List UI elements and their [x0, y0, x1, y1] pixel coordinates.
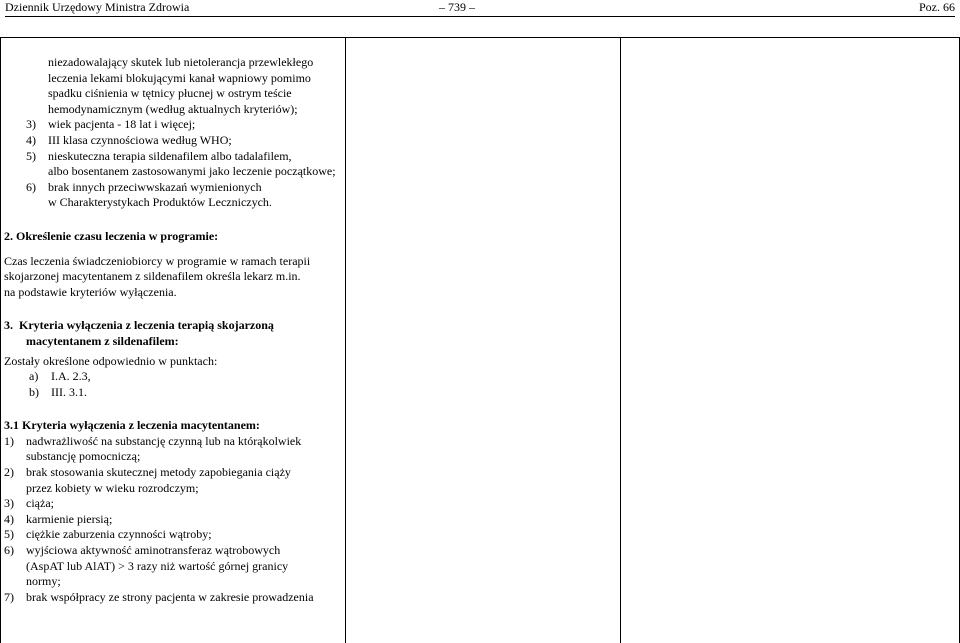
section-heading: 2. Określenie czasu leczenia w programie:: [4, 228, 219, 243]
criteria-continuation: [4, 55, 342, 211]
text-line: skojarzonej macytentanem z sildenafilem określa lekarz m.in.: [4, 269, 301, 284]
section-3: [4, 318, 342, 400]
list-item: 6) brak innych przeciwwskazań wymienionych: [26, 179, 262, 194]
text-line: leczenia lekami blokującymi kanał wapniowy pomimo: [48, 70, 311, 85]
journal-title: Dziennik Urzędowy Ministra Zdrowia: [5, 0, 190, 14]
section-heading: 3.1 Kryteria wyłączenia z leczenia macytentanem:: [4, 418, 260, 433]
page-number: – 739 –: [439, 0, 475, 14]
list-item: 6) wyjściowa aktywność aminotransferaz wątrobowych: [4, 543, 281, 558]
table-border-left: [0, 37, 1, 643]
text-line: albo bosentanem zastosowanymi jako leczenie początkowe;: [48, 164, 336, 179]
column-divider-2: [620, 37, 621, 643]
section-heading: 3. Kryteria wyłączenia z leczenia terapią skojarzoną: [4, 318, 274, 333]
text-line: spadku ciśnienia w tętnicy płucnej w ostrym teście: [48, 86, 292, 101]
text-line: Czas leczenia świadczeniobiorcy w programie w ramach terapii: [4, 253, 311, 268]
patient-column-cell: [4, 55, 342, 605]
section-2: [4, 229, 342, 300]
list-item: 7) brak współpracy ze strony pacjenta w zakresie prowadzenia: [4, 589, 314, 604]
list-item: 5) ciężkie zaburzenia czynności wątroby;: [4, 527, 212, 542]
program-table: [0, 37, 960, 643]
list-item: 4) III klasa czynnościowa według WHO;: [26, 132, 232, 147]
list-item: 2) brak stosowania skutecznej metody zapobiegania ciąży: [4, 465, 291, 480]
header-rule: [5, 16, 955, 17]
text-line: niezadowalający skutek lub nietolerancja przewlekłego: [48, 55, 314, 69]
list-item: 3) wiek pacjenta - 18 lat i więcej;: [26, 117, 196, 132]
text-line: normy;: [26, 574, 61, 589]
list-item: 1) nadwrażliwość na substancję czynną lub na którąkolwiek: [4, 433, 302, 448]
list-item: a) I.A. 2.3,: [29, 369, 91, 384]
list-item: 3) ciąża;: [4, 496, 54, 511]
list-item: 5) nieskuteczna terapia sildenafilem albo tadalafilem,: [26, 148, 292, 163]
list-item: 4) karmienie piersią;: [4, 511, 113, 526]
text-line: przez kobiety w wieku rozrodczym;: [26, 480, 199, 495]
table-top-border: [0, 37, 960, 38]
column-divider-1: [345, 37, 346, 643]
text-line: substancję pomocniczą;: [26, 449, 141, 464]
text-line: na podstawie kryteriów wyłączenia.: [4, 284, 177, 299]
text-line: Zostały określone odpowiednio w punktach:: [4, 353, 218, 368]
list-item: b) III. 3.1.: [29, 384, 87, 399]
section-3-1: [4, 418, 342, 605]
section-heading-cont: macytentanem z sildenafilem:: [26, 333, 179, 348]
text-line: (AspAT lub AlAT) > 3 razy niż wartość górnej granicy: [26, 558, 289, 573]
page-header: [5, 0, 955, 14]
position-number: Poz. 66: [919, 0, 955, 14]
text-line: w Charakterystykach Produktów Leczniczych.: [48, 195, 272, 210]
text-line: hemodynamicznym (według aktualnych kryteriów);: [48, 101, 298, 116]
